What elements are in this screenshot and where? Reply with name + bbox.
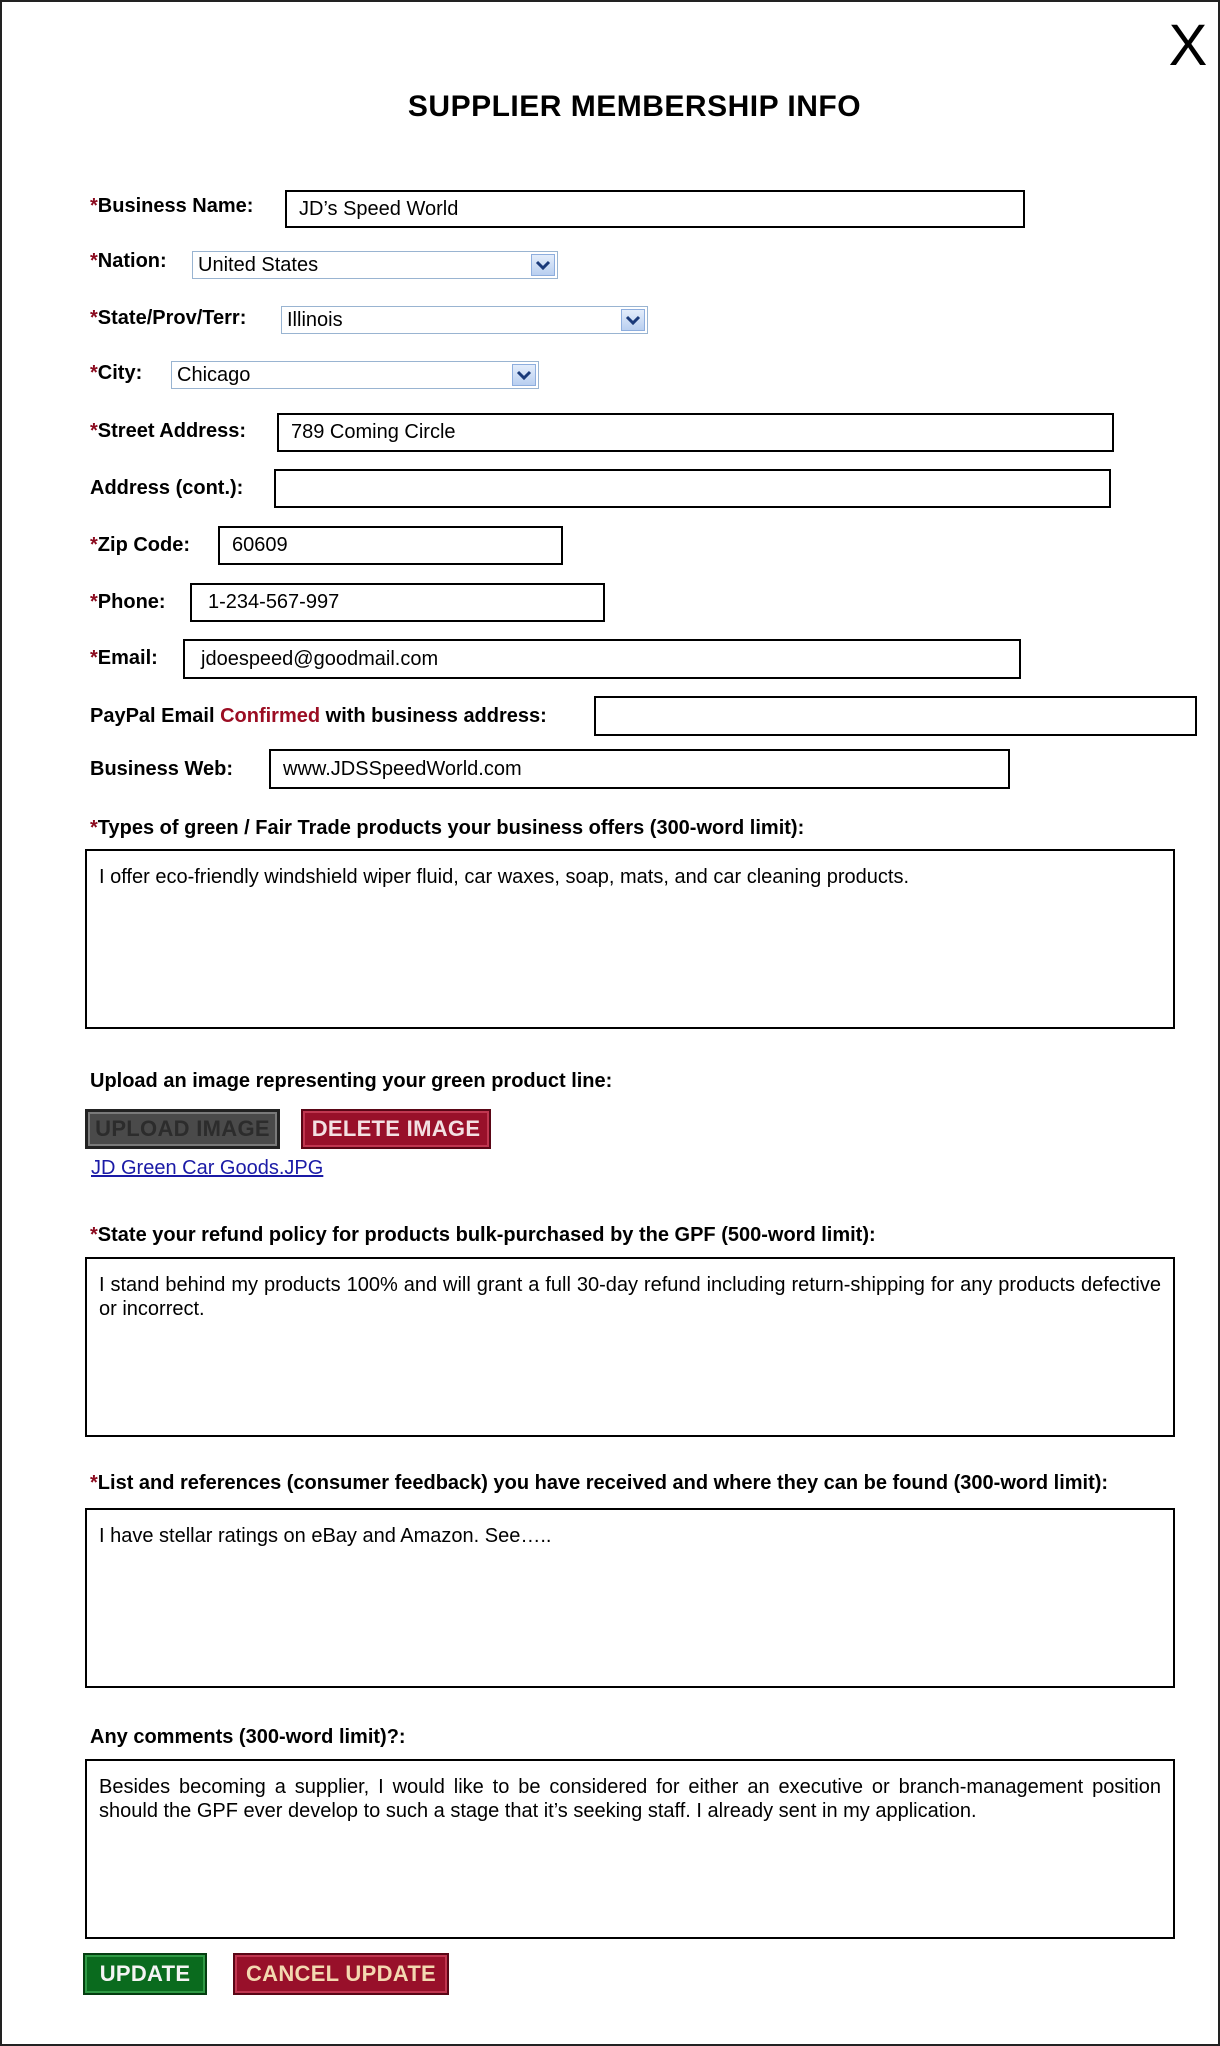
references-textarea[interactable]: I have stellar ratings on eBay and Amazon. See….. (85, 1508, 1175, 1688)
zip-code-field[interactable]: 60609 (218, 526, 563, 565)
required-marker: * (90, 1224, 98, 1246)
chevron-down-icon[interactable] (621, 309, 645, 331)
required-marker: * (90, 307, 98, 329)
paypal-label-suffix: with business address: (320, 705, 547, 727)
nation-label: *Nation: (90, 250, 167, 272)
business-web-label: Business Web: (90, 758, 233, 780)
confirmed-text: Confirmed (220, 705, 321, 727)
page-title: SUPPLIER MEMBERSHIP INFO (407, 90, 862, 123)
business-web-field[interactable]: www.JDSSpeedWorld.com (269, 749, 1010, 789)
city-label: *City: (90, 362, 143, 384)
required-marker: * (90, 591, 98, 613)
chevron-down-icon[interactable] (512, 364, 536, 386)
products-label: *Types of green / Fair Trade products your business offers (300-word limit): (90, 817, 805, 839)
required-marker: * (90, 1472, 98, 1494)
required-marker: * (90, 647, 98, 669)
state-label: *State/Prov/Terr: (90, 307, 247, 329)
street-address-field[interactable]: 789 Coming Circle (277, 413, 1114, 452)
update-button[interactable]: UPDATE (83, 1953, 207, 1995)
nation-select[interactable] (192, 251, 558, 279)
business-name-label: *Business Name: (90, 195, 254, 217)
street-address-label: *Street Address: (90, 420, 246, 442)
chevron-down-icon[interactable] (531, 254, 555, 276)
cancel-update-button[interactable]: CANCEL UPDATE (233, 1953, 449, 1995)
address-cont-label: Address (cont.): (90, 477, 244, 499)
email-field[interactable]: jdoespeed@goodmail.com (183, 639, 1021, 679)
refund-policy-label: *State your refund policy for products bulk-purchased by the GPF (500-word limit): (90, 1224, 876, 1246)
business-name-field[interactable]: JD’s Speed World (285, 190, 1025, 228)
required-marker: * (90, 420, 98, 442)
phone-label: *Phone: (90, 591, 166, 613)
references-label: *List and references (consumer feedback) you have received and where they can be found (300-word limit): (90, 1472, 1109, 1494)
city-select[interactable] (171, 361, 539, 389)
phone-field[interactable]: 1-234-567-997 (190, 583, 605, 622)
refund-policy-textarea[interactable]: I stand behind my products 100% and will grant a full 30-day refund including return-shipping for any products defective or incorrect. (85, 1257, 1175, 1437)
uploaded-file-link[interactable]: JD Green Car Goods.JPG (91, 1157, 324, 1179)
comments-textarea[interactable]: Besides becoming a supplier, I would like to be considered for either an executive or branch-management position should the GPF ever develop to such a stage that it’s seeking staff. I already sent in my application. (85, 1759, 1175, 1939)
paypal-email-field[interactable] (594, 696, 1197, 736)
comments-label: Any comments (300-word limit)?: (90, 1726, 406, 1748)
required-marker: * (90, 250, 98, 272)
paypal-email-label (90, 705, 547, 728)
state-select-value: Illinois (287, 308, 343, 331)
nation-select-value: United States (198, 253, 319, 276)
state-select[interactable] (281, 306, 648, 334)
zip-code-label: *Zip Code: (90, 534, 191, 556)
email-label: *Email: (90, 647, 158, 669)
required-marker: * (90, 534, 98, 556)
required-marker: * (90, 195, 98, 217)
close-icon[interactable]: X (1168, 13, 1208, 78)
city-select-value: Chicago (177, 363, 251, 386)
upload-image-label: Upload an image representing your green product line: (90, 1070, 613, 1092)
address-cont-field[interactable] (274, 469, 1111, 508)
upload-image-button[interactable]: UPLOAD IMAGE (85, 1109, 280, 1149)
delete-image-button[interactable]: DELETE IMAGE (301, 1109, 491, 1149)
required-marker: * (90, 817, 98, 839)
paypal-label-prefix: PayPal Email (90, 705, 221, 727)
products-textarea[interactable]: I offer eco-friendly windshield wiper fluid, car waxes, soap, mats, and car cleaning products. (85, 849, 1175, 1029)
required-marker: * (90, 362, 98, 384)
